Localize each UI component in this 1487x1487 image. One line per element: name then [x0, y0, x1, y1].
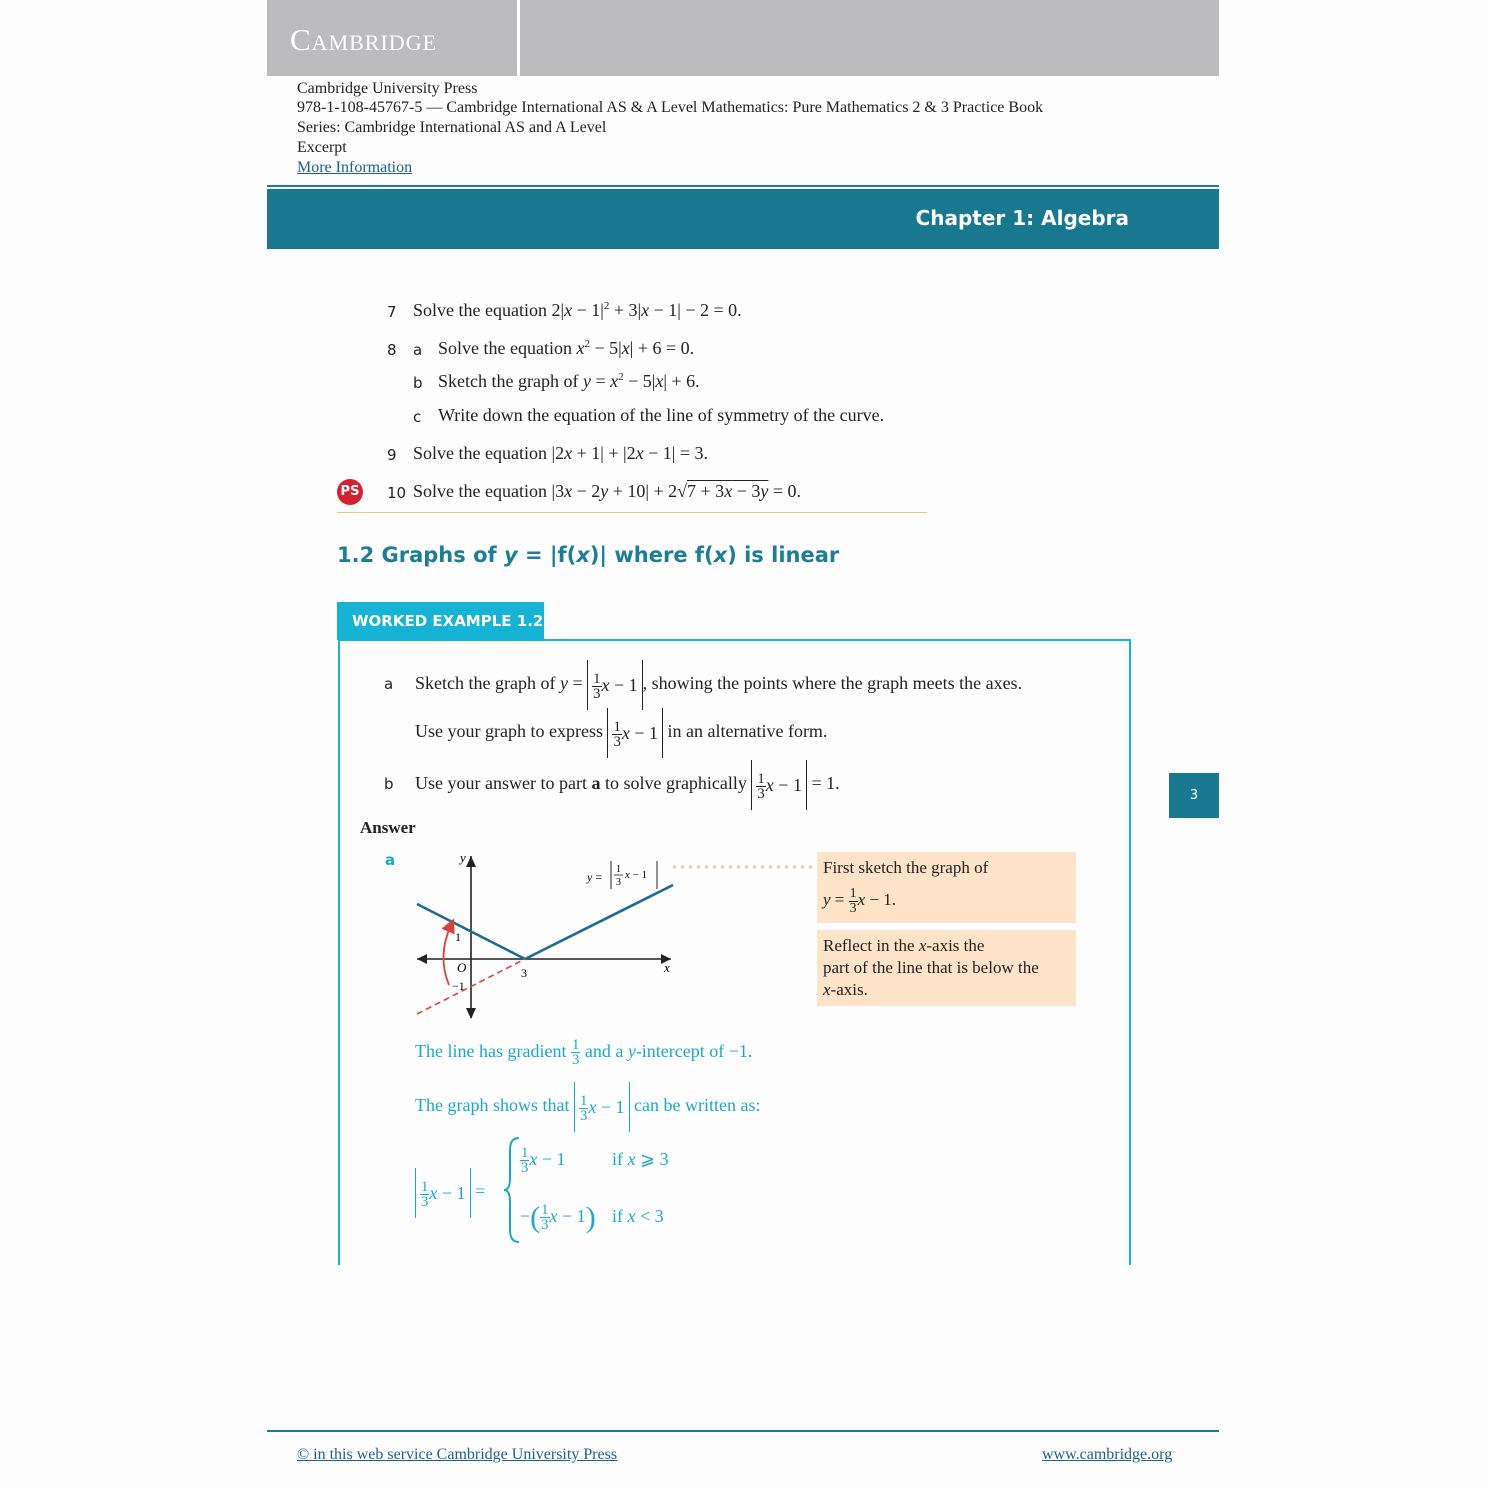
question-8a-text: Solve the equation $x^2 - 5|x| + 6 = 0$. [438, 338, 695, 358]
question-7-number: 7 [387, 303, 397, 321]
explain-gradient: The line has gradient $\frac{1}{3}$ and a y-intercept of −1. [415, 1036, 753, 1069]
cambridge-logo: Cambridge [290, 22, 438, 57]
answer-heading: Answer [360, 818, 416, 837]
question-7-text: Solve the equation $2|x - 1|^2 + 3|x - 1| - 2 = 0$. [413, 300, 742, 320]
more-information-link[interactable]: More Information [297, 159, 413, 176]
piece2-condition: if x < 3 [612, 1206, 664, 1226]
curve-label-den: 3 [616, 877, 621, 888]
note1-line2: y = $\frac{1}{3}$ x − 1. [823, 885, 896, 916]
excerpt-label: Excerpt [297, 139, 347, 156]
piece1-expression: $\frac{1}{3}$ x − 1 [521, 1144, 566, 1177]
page-number: 3 [1169, 773, 1219, 818]
logo-divider [517, 0, 520, 76]
piece1-condition: if x ⩾ 3 [612, 1149, 669, 1169]
y-axis-up-arrow [466, 856, 476, 867]
curve-label: y = [587, 870, 603, 884]
x-tick-3: 3 [521, 966, 527, 980]
header-rule [267, 185, 1219, 187]
question-10-number: 10 [387, 484, 407, 502]
right-branch [525, 885, 673, 959]
y-tick-neg1: −1 [452, 979, 465, 993]
section-title: 1.2 Graphs of y = |f(x)| where f(x) is linear [337, 543, 840, 567]
piecewise-brace [502, 1136, 522, 1244]
y-tick-1: 1 [455, 930, 461, 944]
chapter-band [267, 189, 1219, 249]
copyright-link[interactable]: © in this web service Cambridge University Press [297, 1446, 618, 1463]
footer-rule [267, 1430, 1219, 1432]
chapter-title: Chapter 1: Algebra [915, 206, 1129, 230]
worked-example-tab [337, 602, 544, 640]
note-reflect [817, 930, 1076, 1006]
modulus-graph [405, 848, 815, 1026]
question-8c-text: Write down the equation of the line of symmetry of the curve. [438, 405, 885, 425]
x-axis-left-arrow [417, 954, 427, 964]
note1-line1: First sketch the graph of [823, 858, 989, 877]
question-8a-label: a [413, 341, 423, 359]
worked-example-label: WORKED EXAMPLE 1.2 [352, 612, 544, 630]
questions-rule [337, 512, 927, 513]
x-axis-label: x [664, 960, 670, 975]
problem-solving-badge: PS [337, 479, 363, 505]
note-first-sketch [817, 852, 1076, 923]
we-part-a-label: a [384, 675, 394, 693]
question-9-number: 9 [387, 446, 397, 464]
question-8b-label: b [413, 374, 423, 392]
question-9-text: Solve the equation |2x + 1| + |2x − 1| = 3. [413, 443, 708, 463]
question-8b-text: Sketch the graph of $y = x^2 - 5|x| + 6$. [438, 371, 700, 391]
we-part-a-line1: Sketch the graph of y = $\frac{1}{3}$ x − 1 , showing the points where the graph meets the axes. [415, 660, 1022, 710]
note2-line3: x-axis. [823, 980, 868, 999]
question-10-text: Solve the equation |3x − 2y + 10| + 2√7 + 3x − 3y = 0. [413, 481, 801, 501]
publisher: Cambridge University Press [297, 80, 478, 97]
y-axis-label: y [460, 850, 466, 865]
we-part-a-line2: Use your graph to express $\frac{1}{3}$ x − 1 in an alternative form. [415, 708, 827, 758]
question-8c-label: c [413, 408, 422, 426]
answer-part-a-label: a [385, 851, 396, 869]
curve-label-num: 1 [616, 864, 621, 875]
origin-label: O [457, 960, 467, 975]
piecewise-lhs: $\frac{1}{3}$ x − 1 = [415, 1168, 485, 1218]
website-link[interactable]: www.cambridge.org [1042, 1446, 1173, 1463]
series-line: Series: Cambridge International AS and A Level [297, 119, 607, 136]
we-part-b-text: Use your answer to part a to solve graphically $\frac{1}{3}$ x − 1 = 1. [415, 760, 840, 810]
note2-line2: part of the line that is below the [823, 958, 1039, 977]
curve-label-x-term: x − 1 [625, 869, 648, 881]
note2-line1: Reflect in the x-axis the [823, 936, 985, 955]
isbn-line: 978-1-108-45767-5 — Cambridge International AS & A Level Mathematics: Pure Mathematics 2 & 3 Practice Book [297, 99, 1044, 116]
question-8-number: 8 [387, 341, 397, 359]
y-axis-down-arrow [466, 1008, 476, 1019]
piece2-expression: −( $\frac{1}{3}$ x − 1) [520, 1200, 596, 1234]
reflection-arrow [443, 925, 451, 985]
we-part-b-label: b [384, 775, 394, 793]
explain-written-as: The graph shows that $\frac{1}{3}$ x − 1 can be written as: [415, 1082, 760, 1132]
